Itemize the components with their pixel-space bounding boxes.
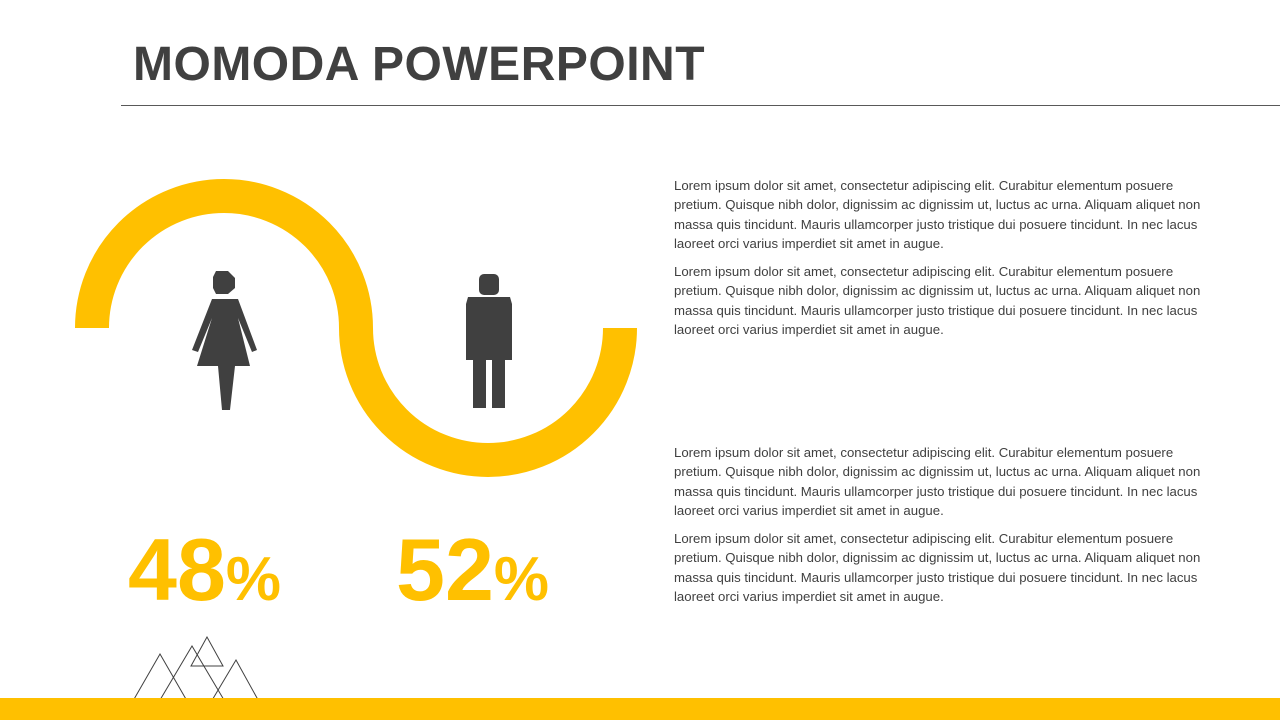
male-percentage-value: 52 bbox=[396, 520, 494, 619]
footer-accent-bar bbox=[0, 698, 1280, 720]
body-paragraph: Lorem ipsum dolor sit amet, consectetur adipiscing elit. Curabitur elementum posuere pretium. Quisque nibh dolor, dignissim ac dignissim ut, luctus ac urna. Aliquam aliquet non massa quis tincidunt. Mauris ullamcorper justo tristique dui posuere tincidunt. In nec lacus laoreet orci varius imperdiet sit amet in augue. bbox=[674, 445, 1201, 518]
text-group-bottom bbox=[674, 443, 1214, 615]
female-percentage-value: 48 bbox=[128, 520, 226, 619]
body-paragraph: Lorem ipsum dolor sit amet, consectetur adipiscing elit. Curabitur elementum posuere pretium. Quisque nibh dolor, dignissim ac dignissim ut, luctus ac urna. Aliquam aliquet non massa quis tincidunt. Mauris ullamcorper justo tristique dui posuere tincidunt. In nec lacus laoreet orci varius imperdiet sit amet in augue. bbox=[674, 178, 1201, 251]
female-percentage-unit: % bbox=[225, 545, 282, 614]
text-group-top bbox=[674, 176, 1214, 348]
male-person-icon bbox=[462, 272, 516, 410]
body-paragraph: Lorem ipsum dolor sit amet, consectetur adipiscing elit. Curabitur elementum posuere pretium. Quisque nibh dolor, dignissim ac dignissim ut, luctus ac urna. Aliquam aliquet non massa quis tincidunt. Mauris ullamcorper justo tristique dui posuere tincidunt. In nec lacus laoreet orci varius imperdiet sit amet in augue. bbox=[674, 264, 1201, 338]
s-curve-wave bbox=[0, 0, 660, 490]
female-percentage bbox=[128, 520, 281, 646]
female-person-icon bbox=[190, 268, 260, 413]
body-paragraph: Lorem ipsum dolor sit amet, consectetur adipiscing elit. Curabitur elementum posuere pretium. Quisque nibh dolor, dignissim ac dignissim ut, luctus ac urna. Aliquam aliquet non massa quis tincidunt. Mauris ullamcorper justo tristique dui posuere tincidunt. In nec lacus laoreet orci varius imperdiet sit amet in augue. bbox=[674, 531, 1201, 605]
male-percentage-unit: % bbox=[493, 545, 550, 614]
slide-title: MOMODA POWERPOINT bbox=[133, 38, 706, 91]
male-percentage bbox=[396, 520, 549, 646]
wave-path bbox=[92, 196, 620, 460]
